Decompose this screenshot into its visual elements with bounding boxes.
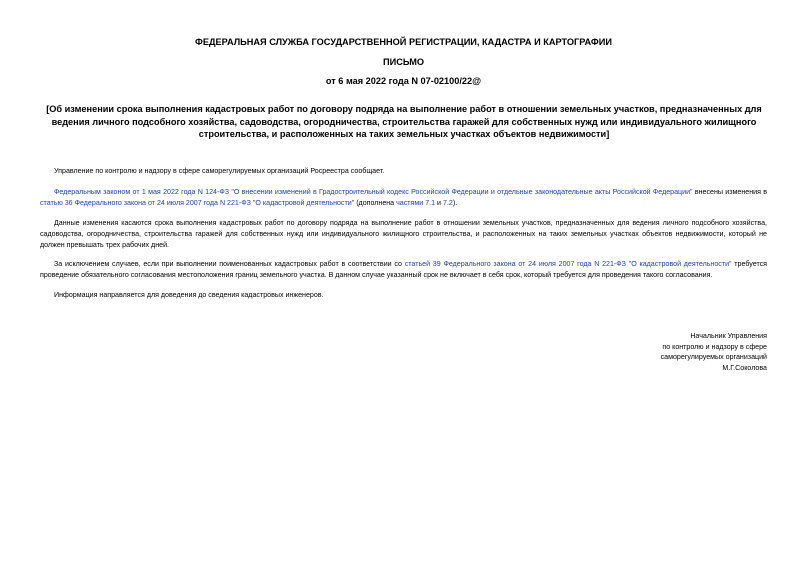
link-part-7-1[interactable]: частями 7.1 xyxy=(396,199,436,207)
paragraph-text: За исключением случаев, если при выполнении поименованных кадастровых работ в соответствии со xyxy=(54,260,405,268)
document-type-heading: ПИСЬМО xyxy=(382,57,425,67)
document-subject: [Об изменении срока выполнения кадастровых работ по договору подряда на выполнение работ в отношении земельных участков, предназначенных для ведения личного подсобного хозяйства, садоводства, огородничества, строительства гаражей для собственных нужд или индивидуального жилищного строительства, и расположенных на таких земельных участках объектов недвижимости] xyxy=(46,104,762,140)
paragraph-law-amendment xyxy=(40,187,767,209)
paragraph-text: ). xyxy=(452,199,458,207)
link-federal-law-124[interactable]: Федеральным законом от 1 мая 2022 года N 124-ФЗ "О внесении изменений в Градостроительный кодекс Российской Федерации и отдельные законодательные акты Российской Федерации" xyxy=(54,188,693,196)
link-part-7-2[interactable]: 7.2 xyxy=(442,199,453,207)
link-article-36[interactable]: статью 36 Федерального закона от 24 июля 2007 года N 221-ФЗ "О кадастровой деятельности" xyxy=(40,199,355,207)
paragraph-intro: Управление по контролю и надзору в сфере саморегулируемых организаций Росреестра сообщает. xyxy=(54,167,385,175)
paragraph-deadline: Данные изменения касаются срока выполнения кадастровых работ по договору подряда на выполнение работ в отношении земельных участков, предназначенных для ведения личного подсобного хозяйства, садоводства, огородничества, строительства гаражей для собственных нужд или индивидуального жилищного строительства, и расположенных на таких земельных участках объектов недвижимости, который не должен превышать трех рабочих дней. xyxy=(40,219,767,249)
link-article-39[interactable]: статьей 39 Федерального закона от 24 июля 2007 года N 221-ФЗ "О кадастровой деятельности" xyxy=(404,260,732,268)
paragraph-closing: Информация направляется для доведения до сведения кадастровых инженеров. xyxy=(54,291,324,299)
signature-block xyxy=(567,331,767,373)
paragraph-text: (дополнена xyxy=(354,199,397,207)
paragraph-exception xyxy=(40,259,767,281)
organization-heading: ФЕДЕРАЛЬНАЯ СЛУЖБА ГОСУДАРСТВЕННОЙ РЕГИСТРАЦИИ, КАДАСТРА И КАРТОГРАФИИ xyxy=(195,37,612,47)
signature-department-cont: саморегулируемых организаций xyxy=(660,353,767,361)
signature-department: по контролю и надзору в сфере xyxy=(662,342,767,351)
signature-name: М.Г.Соколова xyxy=(722,363,767,372)
paragraph-text: внесены изменения в xyxy=(692,188,767,196)
paragraph-text: и xyxy=(435,199,443,207)
paragraph-text: требуется проведение обязательного согласования местоположения границ земельного участка. В данном случае указанный срок не включает в себя срок, который требуется для проведения такого согласования. xyxy=(40,260,768,279)
document-date-number: от 6 мая 2022 года N 07-02100/22@ xyxy=(325,76,482,86)
signature-title: Начальник Управления xyxy=(690,332,767,340)
